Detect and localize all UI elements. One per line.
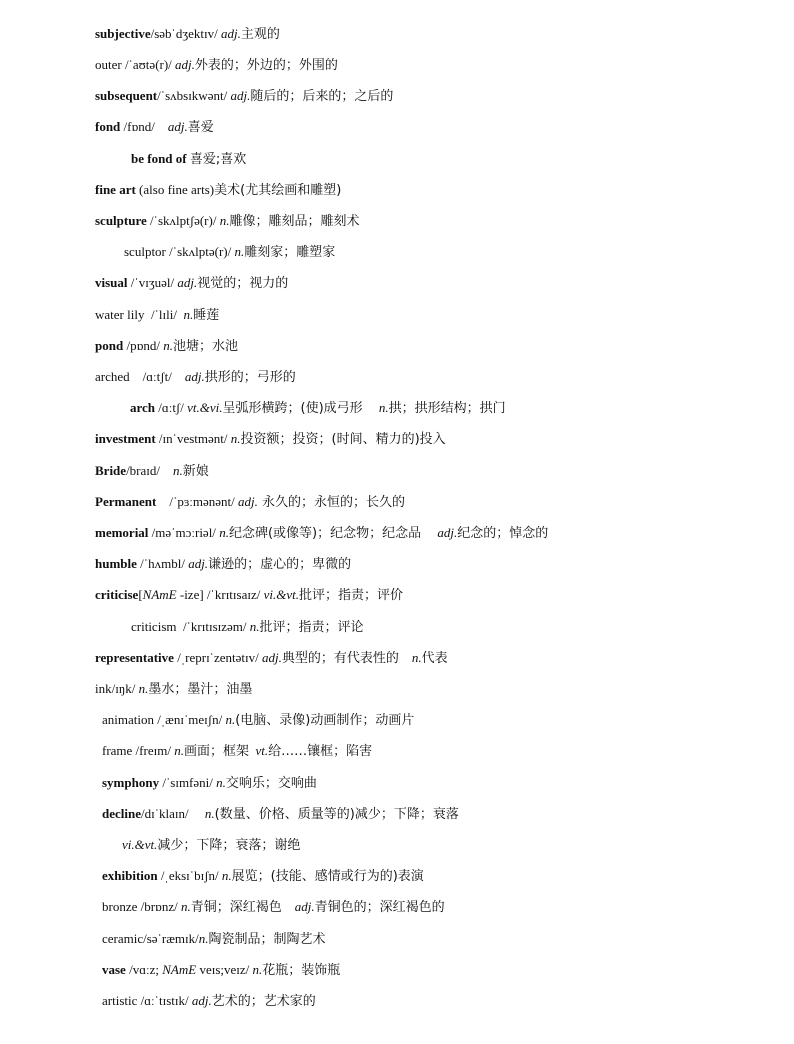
chinese-definition: 主观的 — [240, 27, 280, 42]
chinese-definition: 艺术的；艺术家的 — [211, 994, 316, 1009]
chinese-definition: 批评；指责；评价 — [299, 588, 404, 603]
part-of-speech: adj. — [294, 899, 315, 914]
phonetic-text: veɪs;veɪz/ — [196, 962, 253, 977]
vocab-entry — [95, 304, 219, 326]
vocab-entry — [124, 241, 335, 263]
chinese-definition: 美术(尤其绘画和雕塑) — [214, 183, 342, 198]
chinese-definition: 交响乐；交响曲 — [225, 776, 317, 791]
chinese-definition: 拱；拱形结构；拱门 — [388, 401, 506, 416]
part-of-speech: n. — [411, 650, 422, 665]
phonetic-text: outer /ˈaʊtə(r)/ — [95, 57, 176, 72]
vocab-entry — [95, 210, 359, 232]
chinese-definition: 外表的；外边的；外围的 — [194, 58, 338, 73]
part-of-speech: adj. — [262, 650, 282, 665]
phonetic-text: water lily /ˈlɪli/ — [95, 307, 184, 322]
chinese-definition: 展览；(技能、感情或行为的)表演 — [231, 869, 424, 884]
vocab-entry — [102, 740, 372, 762]
part-of-speech: n. — [225, 712, 236, 727]
part-of-speech: vt. — [255, 743, 269, 758]
vocab-entry — [131, 148, 246, 170]
phonetic-text: /ˈsɪmfəni/ — [159, 775, 217, 790]
phonetic-text: artistic /ɑːˈtɪstɪk/ — [102, 993, 192, 1008]
part-of-speech: n. — [181, 899, 191, 914]
vocab-entry — [102, 990, 316, 1012]
headword: humble — [95, 556, 137, 571]
vocab-entry — [102, 896, 445, 918]
chinese-definition: 青铜色的；深红褐色的 — [314, 900, 445, 915]
chinese-definition: 永久的；永恒的；长久的 — [257, 495, 406, 510]
vocab-entry — [95, 584, 403, 606]
chinese-definition: 喜爱 — [187, 120, 214, 135]
chinese-definition: 池塘；水池 — [172, 339, 238, 354]
phonetic-text: /səbˈdʒektɪv/ — [150, 26, 222, 41]
chinese-definition: 雕刻家；雕塑家 — [244, 245, 336, 260]
part-of-speech: adj. — [221, 26, 241, 41]
chinese-definition: (数量、价格、质量等的)减少；下降；衰落 — [214, 807, 459, 822]
vocab-entry — [131, 616, 364, 638]
headword: sculpture — [95, 213, 147, 228]
phonetic-text: /ɪnˈvestmənt/ — [155, 431, 231, 446]
chinese-definition: 呈弧形横跨；(使)成弓形 — [222, 401, 363, 416]
phonetic-text: (also fine arts) — [135, 182, 215, 197]
chinese-definition: 谦逊的；虚心的；卑微的 — [208, 557, 352, 572]
phonetic-text: /ˌeksɪˈbɪʃn/ — [157, 868, 222, 883]
headword: vase — [102, 962, 126, 977]
phonetic-text: ink/ɪŋk/ — [95, 681, 139, 696]
part-of-speech: NAmE — [142, 587, 177, 602]
vocab-entry — [95, 335, 238, 357]
part-of-speech: n. — [230, 431, 241, 446]
part-of-speech: n. — [198, 931, 209, 946]
chinese-definition: 减少；下降；衰落；谢绝 — [157, 838, 301, 853]
vocab-entry — [95, 553, 351, 575]
vocab-entry — [102, 928, 326, 950]
chinese-definition: 典型的；有代表性的 — [281, 651, 399, 666]
chinese-definition: 纪念的；悼念的 — [457, 526, 549, 541]
phonetic-text: /ɑːtʃ/ — [155, 400, 188, 415]
part-of-speech: n. — [204, 806, 215, 821]
phonetic-text — [421, 525, 437, 540]
part-of-speech: vi.&vt. — [263, 587, 299, 602]
chinese-definition: 视觉的；视力的 — [197, 276, 289, 291]
headword: fine art — [95, 182, 136, 197]
headword: investment — [95, 431, 156, 446]
headword: arch — [130, 400, 156, 415]
phonetic-text: [ — [138, 587, 143, 602]
headword: subjective — [95, 26, 151, 41]
headword: fond — [95, 119, 121, 134]
phonetic-text: bronze /brɒnz/ — [102, 899, 181, 914]
headword: subsequent — [95, 88, 158, 103]
vocab-entry — [102, 865, 424, 887]
part-of-speech: adj. — [188, 556, 209, 571]
vocab-entry — [95, 678, 252, 700]
chinese-definition: 新娘 — [182, 464, 209, 479]
chinese-definition: 代表 — [421, 651, 448, 666]
part-of-speech: n. — [174, 743, 184, 758]
phonetic-text: -ize] /ˈkrɪtɪsaɪz/ — [176, 587, 264, 602]
vocab-entry — [102, 959, 340, 981]
chinese-definition: 睡莲 — [193, 308, 220, 323]
headword: Permanent — [95, 494, 157, 509]
phonetic-text: /ˌreprɪˈzentətɪv/ — [173, 650, 263, 665]
vocab-entry — [95, 54, 338, 76]
vocab-entry — [95, 460, 209, 482]
part-of-speech: n. — [183, 307, 194, 322]
chinese-definition: 花瓶；装饰瓶 — [262, 963, 341, 978]
part-of-speech: n. — [173, 463, 183, 478]
part-of-speech: n. — [219, 525, 229, 540]
chinese-definition: 喜爱;喜欢 — [189, 152, 247, 167]
phonetic-text: /ˈsʌbsɪkwənt/ — [157, 88, 231, 103]
part-of-speech: n. — [219, 213, 230, 228]
vocab-entry — [95, 522, 548, 544]
chinese-definition: 给……镶框；陷害 — [268, 744, 373, 759]
phonetic-text: /ˈskʌlptʃə(r)/ — [146, 213, 220, 228]
phonetic-text: frame /freɪm/ — [102, 743, 175, 758]
chinese-definition: 墨水；墨汁；油墨 — [148, 682, 253, 697]
chinese-definition: 投资额；投资；(时间、精力的)投入 — [240, 432, 446, 447]
phonetic-text: /ˈhʌmbl/ — [136, 556, 189, 571]
chinese-definition: 青铜；深红褐色 — [190, 900, 282, 915]
headword: Bride — [95, 463, 127, 478]
chinese-definition: (电脑、录像)动画制作；动画片 — [235, 713, 415, 728]
phonetic-text: ceramic/səˈræmɪk/ — [102, 931, 199, 946]
vocab-entry — [95, 366, 296, 388]
phonetic-text: /məˈmɔːriəl/ — [148, 525, 220, 540]
headword: symphony — [102, 775, 160, 790]
phonetic-text: /dɪˈklaɪn/ — [141, 806, 205, 821]
part-of-speech: vi.&vt. — [122, 837, 158, 852]
part-of-speech: n. — [378, 400, 389, 415]
headword: decline — [102, 806, 141, 821]
part-of-speech: adj. — [191, 993, 212, 1008]
headword: pond — [95, 338, 124, 353]
headword: visual — [95, 275, 128, 290]
part-of-speech: vt.&vi. — [187, 400, 223, 415]
phonetic-text: /vɑːz; — [125, 962, 163, 977]
phonetic-text: /fɒnd/ — [120, 119, 168, 134]
chinese-definition: 批评；指责；评论 — [259, 620, 364, 635]
vocab-entry — [102, 803, 459, 825]
vocab-entry — [122, 834, 300, 856]
phonetic-text: /ˈvɪʒuəl/ — [127, 275, 178, 290]
phonetic-text: criticism /ˈkrɪtɪsɪzəm/ — [131, 619, 250, 634]
vocab-entry — [95, 428, 446, 450]
vocab-entry — [102, 709, 414, 731]
phonetic-text — [363, 400, 379, 415]
part-of-speech: adj. — [230, 88, 251, 103]
part-of-speech: n. — [234, 244, 245, 259]
phonetic-text — [282, 899, 295, 914]
part-of-speech: adj. — [437, 525, 458, 540]
vocab-entry — [95, 179, 341, 201]
vocab-entry — [95, 491, 405, 513]
phonetic-text: /pɒnd/ — [123, 338, 164, 353]
chinese-definition: 拱形的；弓形的 — [204, 370, 296, 385]
chinese-definition: 随后的；后来的；之后的 — [250, 89, 394, 104]
phonetic-text: /braɪd/ — [126, 463, 173, 478]
vocab-entry — [130, 397, 506, 419]
vocab-entry — [95, 23, 280, 45]
part-of-speech: n. — [252, 962, 263, 977]
part-of-speech: adj. — [177, 275, 198, 290]
headword: exhibition — [102, 868, 158, 883]
chinese-definition: 画面；框架 — [183, 744, 249, 759]
part-of-speech: adj. — [167, 119, 188, 134]
chinese-definition: 雕像；雕刻品；雕刻术 — [229, 214, 360, 229]
part-of-speech: n. — [249, 619, 260, 634]
part-of-speech: adj. — [175, 57, 195, 72]
phonetic-text: sculptor /ˈskʌlptə(r)/ — [124, 244, 235, 259]
headword: be fond of — [131, 151, 187, 166]
chinese-definition: 纪念碑(或像等)；纪念物；纪念品 — [228, 526, 422, 541]
part-of-speech: n. — [221, 868, 232, 883]
part-of-speech: adj. — [184, 369, 205, 384]
headword: memorial — [95, 525, 149, 540]
part-of-speech: adj. — [238, 494, 258, 509]
headword: criticise — [95, 587, 139, 602]
phonetic-text: arched /ɑːtʃt/ — [95, 369, 185, 384]
part-of-speech: n. — [163, 338, 173, 353]
headword: representative — [95, 650, 174, 665]
phonetic-text: animation /ˌænɪˈmeɪʃn/ — [102, 712, 226, 727]
vocab-entry — [95, 272, 288, 294]
phonetic-text — [399, 650, 412, 665]
part-of-speech: n. — [216, 775, 226, 790]
vocab-entry — [95, 85, 393, 107]
phonetic-text: /ˈpɜːmənənt/ — [156, 494, 239, 509]
vocab-entry — [95, 116, 214, 138]
part-of-speech: n. — [138, 681, 149, 696]
chinese-definition: 陶瓷制品；制陶艺术 — [208, 932, 326, 947]
vocab-entry — [102, 772, 317, 794]
vocab-entry — [95, 647, 448, 669]
part-of-speech: NAmE — [162, 962, 197, 977]
